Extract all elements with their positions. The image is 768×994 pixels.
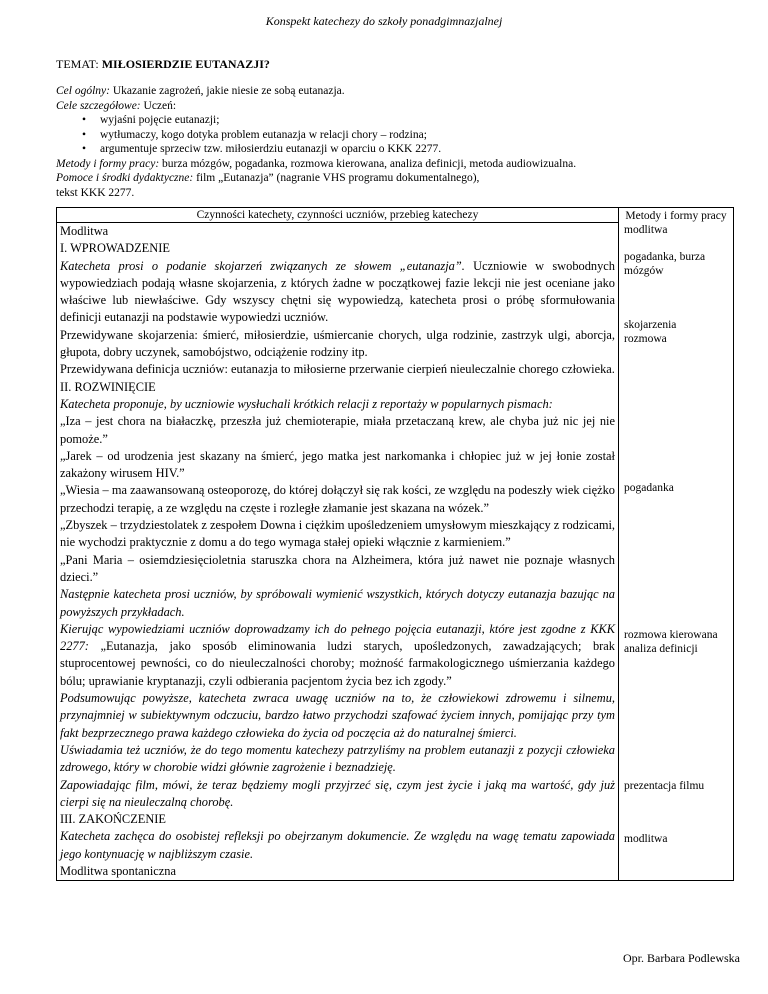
section-heading: I. WPROWADZENIE xyxy=(60,241,170,256)
topic-label: TEMAT: xyxy=(56,57,99,71)
cele-szczegolowe-line xyxy=(56,99,736,114)
case-quote: „Pani Maria – osiemdziesięcioletnia staruszka chora na Alzheimera, która już nawet nie poznaje własnych dzieci.” xyxy=(60,552,615,584)
flow-paragraph: Następnie katecheta prosi uczniów, by spróbowali wymienić wszystkich, których dotyczy eutanazja bazując na powyższych przykładach. xyxy=(60,587,615,619)
objective-item: • wytłumaczy, kogo dotyka problem eutanazja w relacji chory – rodzina; xyxy=(100,128,736,143)
case-quote: „Iza – jest chora na białaczkę, przeszła już chemioterapie, miała przetaczaną krew, ale chyba już nic jej nie pomoże.” xyxy=(60,414,615,446)
method-note: skojarzenia rozmowa xyxy=(624,319,677,345)
flow-paragraph: Uświadamia też uczniów, że do tego momentu katechezy patrzyliśmy na problem eutanazji z pozycji człowieka zdrowego, który w chorobie widzi głównie zagrożenie i beznadzieję. xyxy=(60,742,615,775)
methods-column xyxy=(619,208,734,881)
objective-item: • wyjaśni pojęcie eutanazji; xyxy=(100,113,736,128)
flow-paragraph: Przewidywane skojarzenia: śmierć, miłosierdzie, uśmiercanie chorych, ulga rodzinie, zastrzyk ulgi, aborcja, głupota, dobry uczynek, samobójstwo, odciążenie rodziny itp. xyxy=(60,327,615,360)
cel-ogolny-label: Cel ogólny: xyxy=(56,85,110,97)
metody-value: burza mózgów, pogadanka, rozmowa kierowana, analiza definicji, metoda audiowizualna. xyxy=(162,157,577,170)
pomoce-value: film „Eutanazja” (nagranie VHS programu dokumentalnego), xyxy=(196,172,480,184)
method-note: rozmowa kierowana analiza definicji xyxy=(624,629,718,655)
flow-paragraph: Modlitwa spontaniczna xyxy=(60,863,176,878)
cel-ogolny-value: Ukazanie zagrożeń, jakie niesie ze sobą eutanazja. xyxy=(112,85,345,97)
cele-szczegolowe-label: Cele szczegółowe: xyxy=(56,99,141,112)
method-note: pogadanka, burza mózgów xyxy=(624,251,706,277)
cel-ogolny-line xyxy=(56,84,736,99)
flow-paragraph: Kierując wypowiedziami uczniów doprowadzamy ich do pełnego pojęcia eutanazji, które jest zgodne z KKK 2277: „Eutanazja, jako sposób eliminowania ludzi starych, upośledzonych, zawadzających; brak stuprocentowej pewności, co do nieuleczalności choroby; możność farmakologicznego uśmierzania każdego bólu; uprawianie kryptanazji, czyli odbierania pacjentom życia bez ich zgody.” xyxy=(60,621,615,688)
method-note: modlitwa xyxy=(624,224,668,236)
case-quote: „Wiesia – ma zaawansowaną osteoporozę, do której dołączył się rak kości, ze względu na podeszły wiek ciężko przechodzi terapię, a ze względu na częste i rozległe złamanie jest skazana na wózek.” xyxy=(60,483,615,515)
table-header-right: Metody i formy pracy xyxy=(625,210,727,222)
pomoce-line-2: tekst KKK 2277. xyxy=(56,186,135,199)
topic-line xyxy=(56,57,270,72)
lesson-flow xyxy=(57,223,619,881)
section-heading: II. ROZWINIĘCIE xyxy=(60,379,156,394)
section-heading: III. ZAKOŃCZENIE xyxy=(60,812,166,827)
flow-paragraph: Katecheta proponuje, by uczniowie wysłuchali krótkich relacji z reportaży w popularnych pismach: xyxy=(60,396,553,411)
table-header-row xyxy=(57,208,734,223)
lesson-meta xyxy=(56,84,736,200)
objectives-list xyxy=(56,113,736,157)
flow-paragraph: Katecheta prosi o podanie skojarzeń związanych ze słowem „eutanazja”. Uczniowie w swobodnych wypowiedziach podają własne skojarzenia, z których żadne w początkowej fazie lekcji nie jest oceniane jako właściwe lub niewłaściwe. Gdy wszyscy chętni się wypowiedzą, katecheta prosi o próbę sformułowania definicji eutanazji na podstawie wypowiedzi uczniów. xyxy=(60,258,615,325)
flow-paragraph: Podsumowując powyższe, katecheta zwraca uwagę uczniów na to, że człowiekowi zdrowemu i silnemu, przynajmniej w subiektywnym odczuciu, bardzo łatwo przychodzi szafować życiem innych, pomijając przy tym fakt bezprzecznego prawa każdego człowieka do życia od poczęcia aż do naturalnej śmierci. xyxy=(60,691,615,740)
metody-line xyxy=(56,157,736,172)
method-note: pogadanka xyxy=(624,482,674,494)
flow-paragraph: Katecheta zachęca do osobistej refleksji po obejrzanym dokumencie. Ze względu na wagę tematu zapowiada jego kontynuację w najbliższym czasie. xyxy=(60,829,615,861)
pomoce-label: Pomoce i środki dydaktyczne: xyxy=(56,172,194,184)
flow-paragraph: Modlitwa xyxy=(60,224,109,238)
page-header: Konspekt katechezy do szkoły ponadgimnazjalnej xyxy=(265,14,503,28)
pomoce-line xyxy=(56,171,736,186)
method-note: prezentacja filmu xyxy=(624,780,705,792)
lesson-table xyxy=(56,207,734,881)
cele-szczegolowe-value: Uczeń: xyxy=(143,99,177,112)
objective-item: • argumentuje sprzeciw tzw. miłosierdziu eutanazji w oparciu o KKK 2277. xyxy=(100,142,736,157)
case-quote: „Jarek – od urodzenia jest skazany na śmierć, jego matka jest narkomanka i chłopiec już w jej łonie został zakażony wirusem HIV.” xyxy=(60,448,615,481)
case-quote: „Zbyszek – trzydziestolatek z zespołem Downa i ciężkim upośledzeniem umysłowym mieszkający z rodzicami, nie wychodzi praktycznie z domu a do tego wymaga stałej opieki włącznie z karmieniem.” xyxy=(60,518,615,550)
author-signature: Opr. Barbara Podlewska xyxy=(623,951,740,965)
metody-label: Metody i formy pracy: xyxy=(56,157,160,170)
method-note: modlitwa xyxy=(624,833,668,845)
flow-paragraph: Przewidywana definicja uczniów: eutanazja to miłosierne przerwanie cierpień nieuleczalnie chorego człowieka. xyxy=(60,362,615,377)
topic-title: MIŁOSIERDZIE EUTANAZJI? xyxy=(101,57,270,71)
flow-paragraph: Zapowiadając film, mówi, że teraz będziemy mogli przyjrzeć się, czym jest życie i jaką ma wartość, gdy już cierpi się na nieuleczalną chorobę. xyxy=(60,777,615,809)
table-header-left: Czynności katechety, czynności uczniów, przebieg katechezy xyxy=(57,208,619,223)
